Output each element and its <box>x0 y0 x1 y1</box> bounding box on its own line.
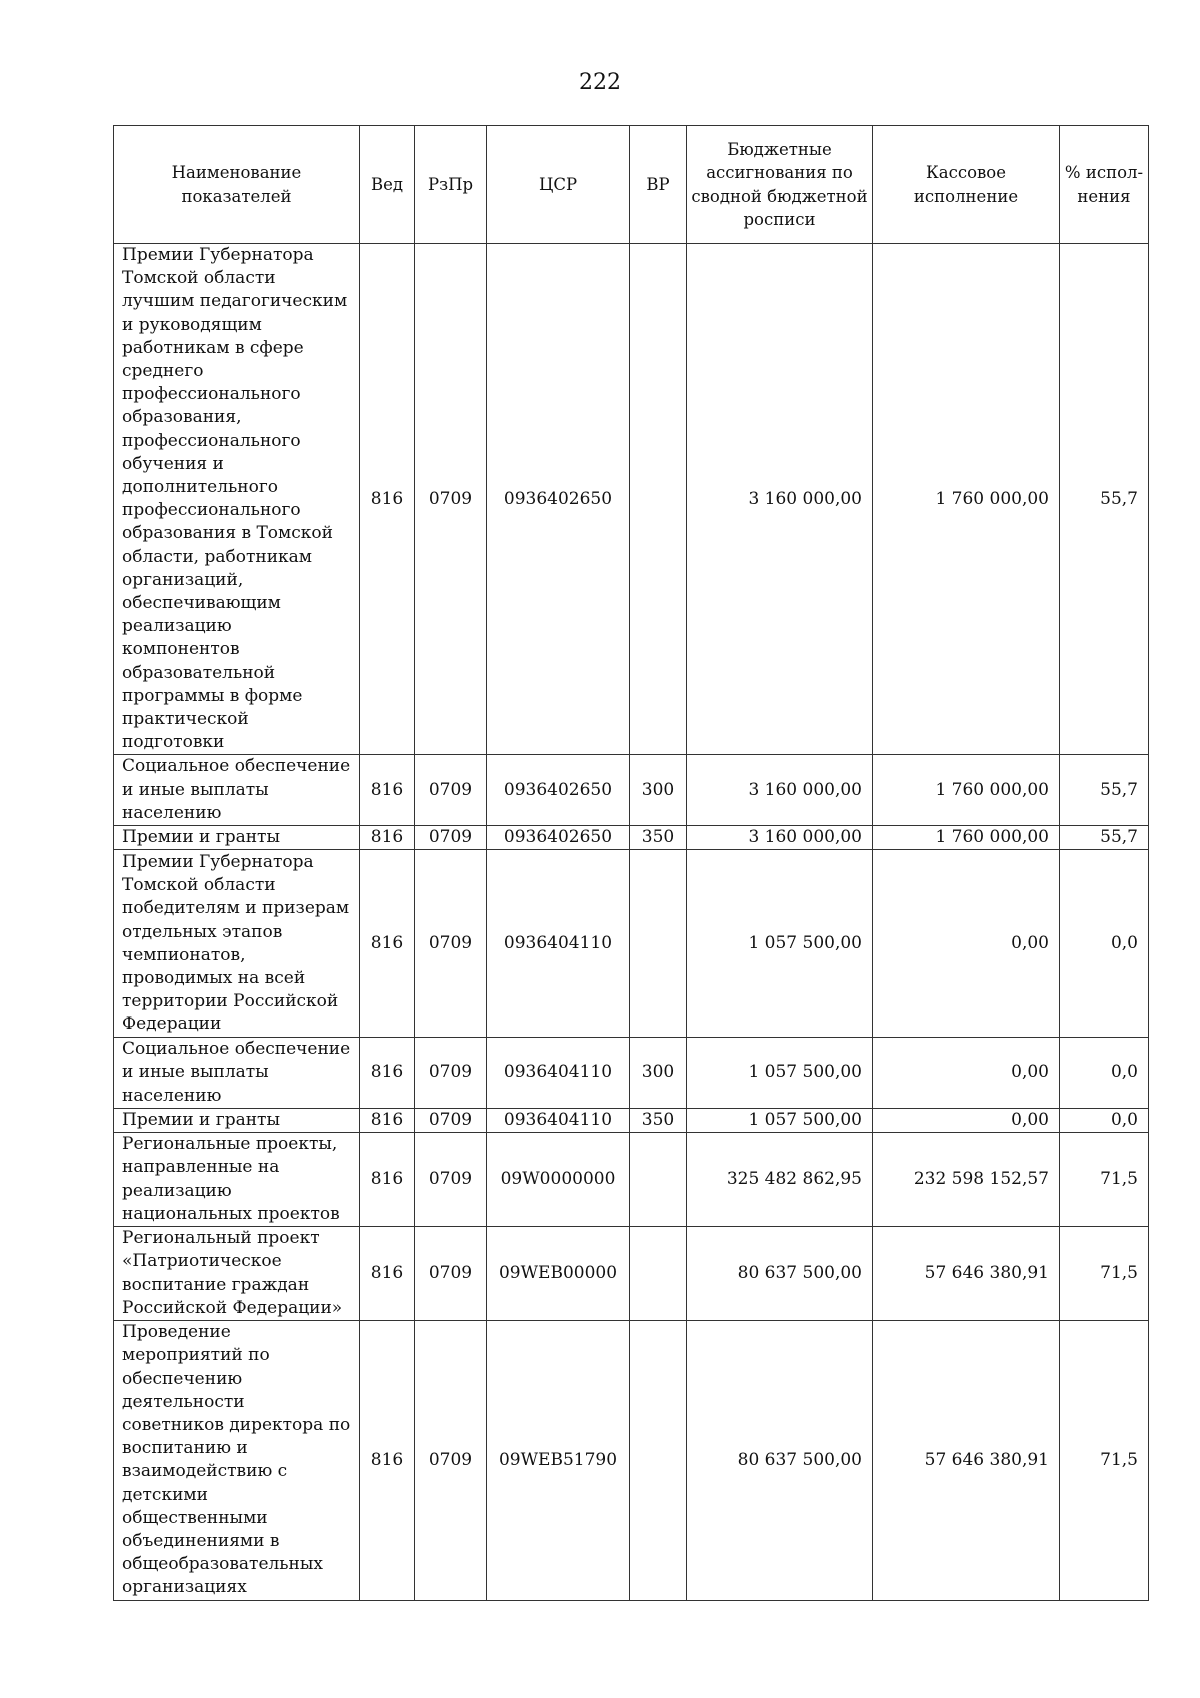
cell-percent: 55,7 <box>1060 244 1149 755</box>
cell-executed: 0,00 <box>873 1038 1060 1109</box>
cell-percent: 71,5 <box>1060 1227 1149 1321</box>
header-rzpr: РзПр <box>415 126 487 244</box>
table-header-row <box>114 126 1149 244</box>
cell-executed: 1 760 000,00 <box>873 244 1060 755</box>
table-row <box>114 244 1149 755</box>
cell-name: Социальное обеспечение и иные выплаты населению <box>114 1038 360 1109</box>
cell-csr: 0936404110 <box>487 1108 630 1132</box>
cell-assigned: 3 160 000,00 <box>687 826 873 850</box>
cell-assigned: 3 160 000,00 <box>687 244 873 755</box>
cell-name: Региональные проекты, направленные на реализацию национальных проектов <box>114 1133 360 1227</box>
cell-csr: 09W0000000 <box>487 1133 630 1227</box>
cell-rzpr: 0709 <box>415 826 487 850</box>
cell-percent: 0,0 <box>1060 1038 1149 1109</box>
cell-rzpr: 0709 <box>415 1321 487 1600</box>
table-row <box>114 826 1149 850</box>
cell-rzpr: 0709 <box>415 1038 487 1109</box>
cell-name: Региональный проект «Патриотическое воспитание граждан Российской Федерации» <box>114 1227 360 1321</box>
cell-percent: 71,5 <box>1060 1321 1149 1600</box>
cell-vr <box>630 1133 687 1227</box>
cell-csr: 0936402650 <box>487 244 630 755</box>
cell-assigned: 80 637 500,00 <box>687 1227 873 1321</box>
cell-ved: 816 <box>360 826 415 850</box>
budget-table <box>113 125 1149 1601</box>
table-row <box>114 1108 1149 1132</box>
header-assigned: Бюджетные ассигнования по сводной бюджетной росписи <box>687 126 873 244</box>
cell-percent: 0,0 <box>1060 1108 1149 1132</box>
cell-assigned: 1 057 500,00 <box>687 1108 873 1132</box>
table-row <box>114 850 1149 1038</box>
cell-vr: 350 <box>630 826 687 850</box>
header-percent: % испол-нения <box>1060 126 1149 244</box>
cell-vr <box>630 1227 687 1321</box>
cell-vr <box>630 1321 687 1600</box>
table-row <box>114 755 1149 826</box>
cell-name: Премии Губернатора Томской области лучшим педагогическим и руководящим работникам в сфере среднего профессионального образования, профессионального обучения и дополнительного профессионального образования в Томской области, работникам организаций, обеспечивающим реализацию компонентов образовательной программы в форме практической подготовки <box>114 244 360 755</box>
header-ved: Вед <box>360 126 415 244</box>
cell-executed: 0,00 <box>873 1108 1060 1132</box>
cell-ved: 816 <box>360 1108 415 1132</box>
cell-rzpr: 0709 <box>415 1108 487 1132</box>
cell-ved: 816 <box>360 1038 415 1109</box>
cell-name: Премии и гранты <box>114 1108 360 1132</box>
cell-executed: 57 646 380,91 <box>873 1321 1060 1600</box>
cell-ved: 816 <box>360 1133 415 1227</box>
cell-assigned: 1 057 500,00 <box>687 1038 873 1109</box>
cell-name: Проведение мероприятий по обеспечению деятельности советников директора по воспитанию и взаимодействию с детскими общественными объединениями в общеобразовательных организациях <box>114 1321 360 1600</box>
cell-percent: 55,7 <box>1060 826 1149 850</box>
cell-assigned: 80 637 500,00 <box>687 1321 873 1600</box>
cell-percent: 55,7 <box>1060 755 1149 826</box>
header-csr: ЦСР <box>487 126 630 244</box>
header-vr: ВР <box>630 126 687 244</box>
cell-vr <box>630 850 687 1038</box>
cell-vr: 350 <box>630 1108 687 1132</box>
cell-ved: 816 <box>360 755 415 826</box>
cell-csr: 0936402650 <box>487 755 630 826</box>
cell-csr: 09WEB51790 <box>487 1321 630 1600</box>
cell-csr: 0936404110 <box>487 850 630 1038</box>
header-executed: Кассовое исполнение <box>873 126 1060 244</box>
header-name: Наименование показателей <box>114 126 360 244</box>
cell-executed: 1 760 000,00 <box>873 755 1060 826</box>
cell-rzpr: 0709 <box>415 1227 487 1321</box>
cell-name: Премии и гранты <box>114 826 360 850</box>
cell-rzpr: 0709 <box>415 850 487 1038</box>
page-number: 222 <box>579 70 621 95</box>
cell-executed: 0,00 <box>873 850 1060 1038</box>
cell-name: Социальное обеспечение и иные выплаты населению <box>114 755 360 826</box>
table-row <box>114 1133 1149 1227</box>
cell-executed: 57 646 380,91 <box>873 1227 1060 1321</box>
cell-assigned: 1 057 500,00 <box>687 850 873 1038</box>
cell-ved: 816 <box>360 850 415 1038</box>
cell-ved: 816 <box>360 244 415 755</box>
cell-name: Премии Губернатора Томской области победителям и призерам отдельных этапов чемпионатов, проводимых на всей территории Российской Федерации <box>114 850 360 1038</box>
cell-percent: 0,0 <box>1060 850 1149 1038</box>
cell-rzpr: 0709 <box>415 755 487 826</box>
cell-assigned: 325 482 862,95 <box>687 1133 873 1227</box>
table-row <box>114 1038 1149 1109</box>
table-row <box>114 1321 1149 1600</box>
cell-percent: 71,5 <box>1060 1133 1149 1227</box>
cell-executed: 232 598 152,57 <box>873 1133 1060 1227</box>
cell-rzpr: 0709 <box>415 244 487 755</box>
cell-ved: 816 <box>360 1227 415 1321</box>
cell-csr: 0936402650 <box>487 826 630 850</box>
cell-vr: 300 <box>630 755 687 826</box>
table-row <box>114 1227 1149 1321</box>
cell-ved: 816 <box>360 1321 415 1600</box>
cell-assigned: 3 160 000,00 <box>687 755 873 826</box>
cell-vr <box>630 244 687 755</box>
cell-vr: 300 <box>630 1038 687 1109</box>
cell-csr: 0936404110 <box>487 1038 630 1109</box>
cell-rzpr: 0709 <box>415 1133 487 1227</box>
cell-csr: 09WEB00000 <box>487 1227 630 1321</box>
cell-executed: 1 760 000,00 <box>873 826 1060 850</box>
